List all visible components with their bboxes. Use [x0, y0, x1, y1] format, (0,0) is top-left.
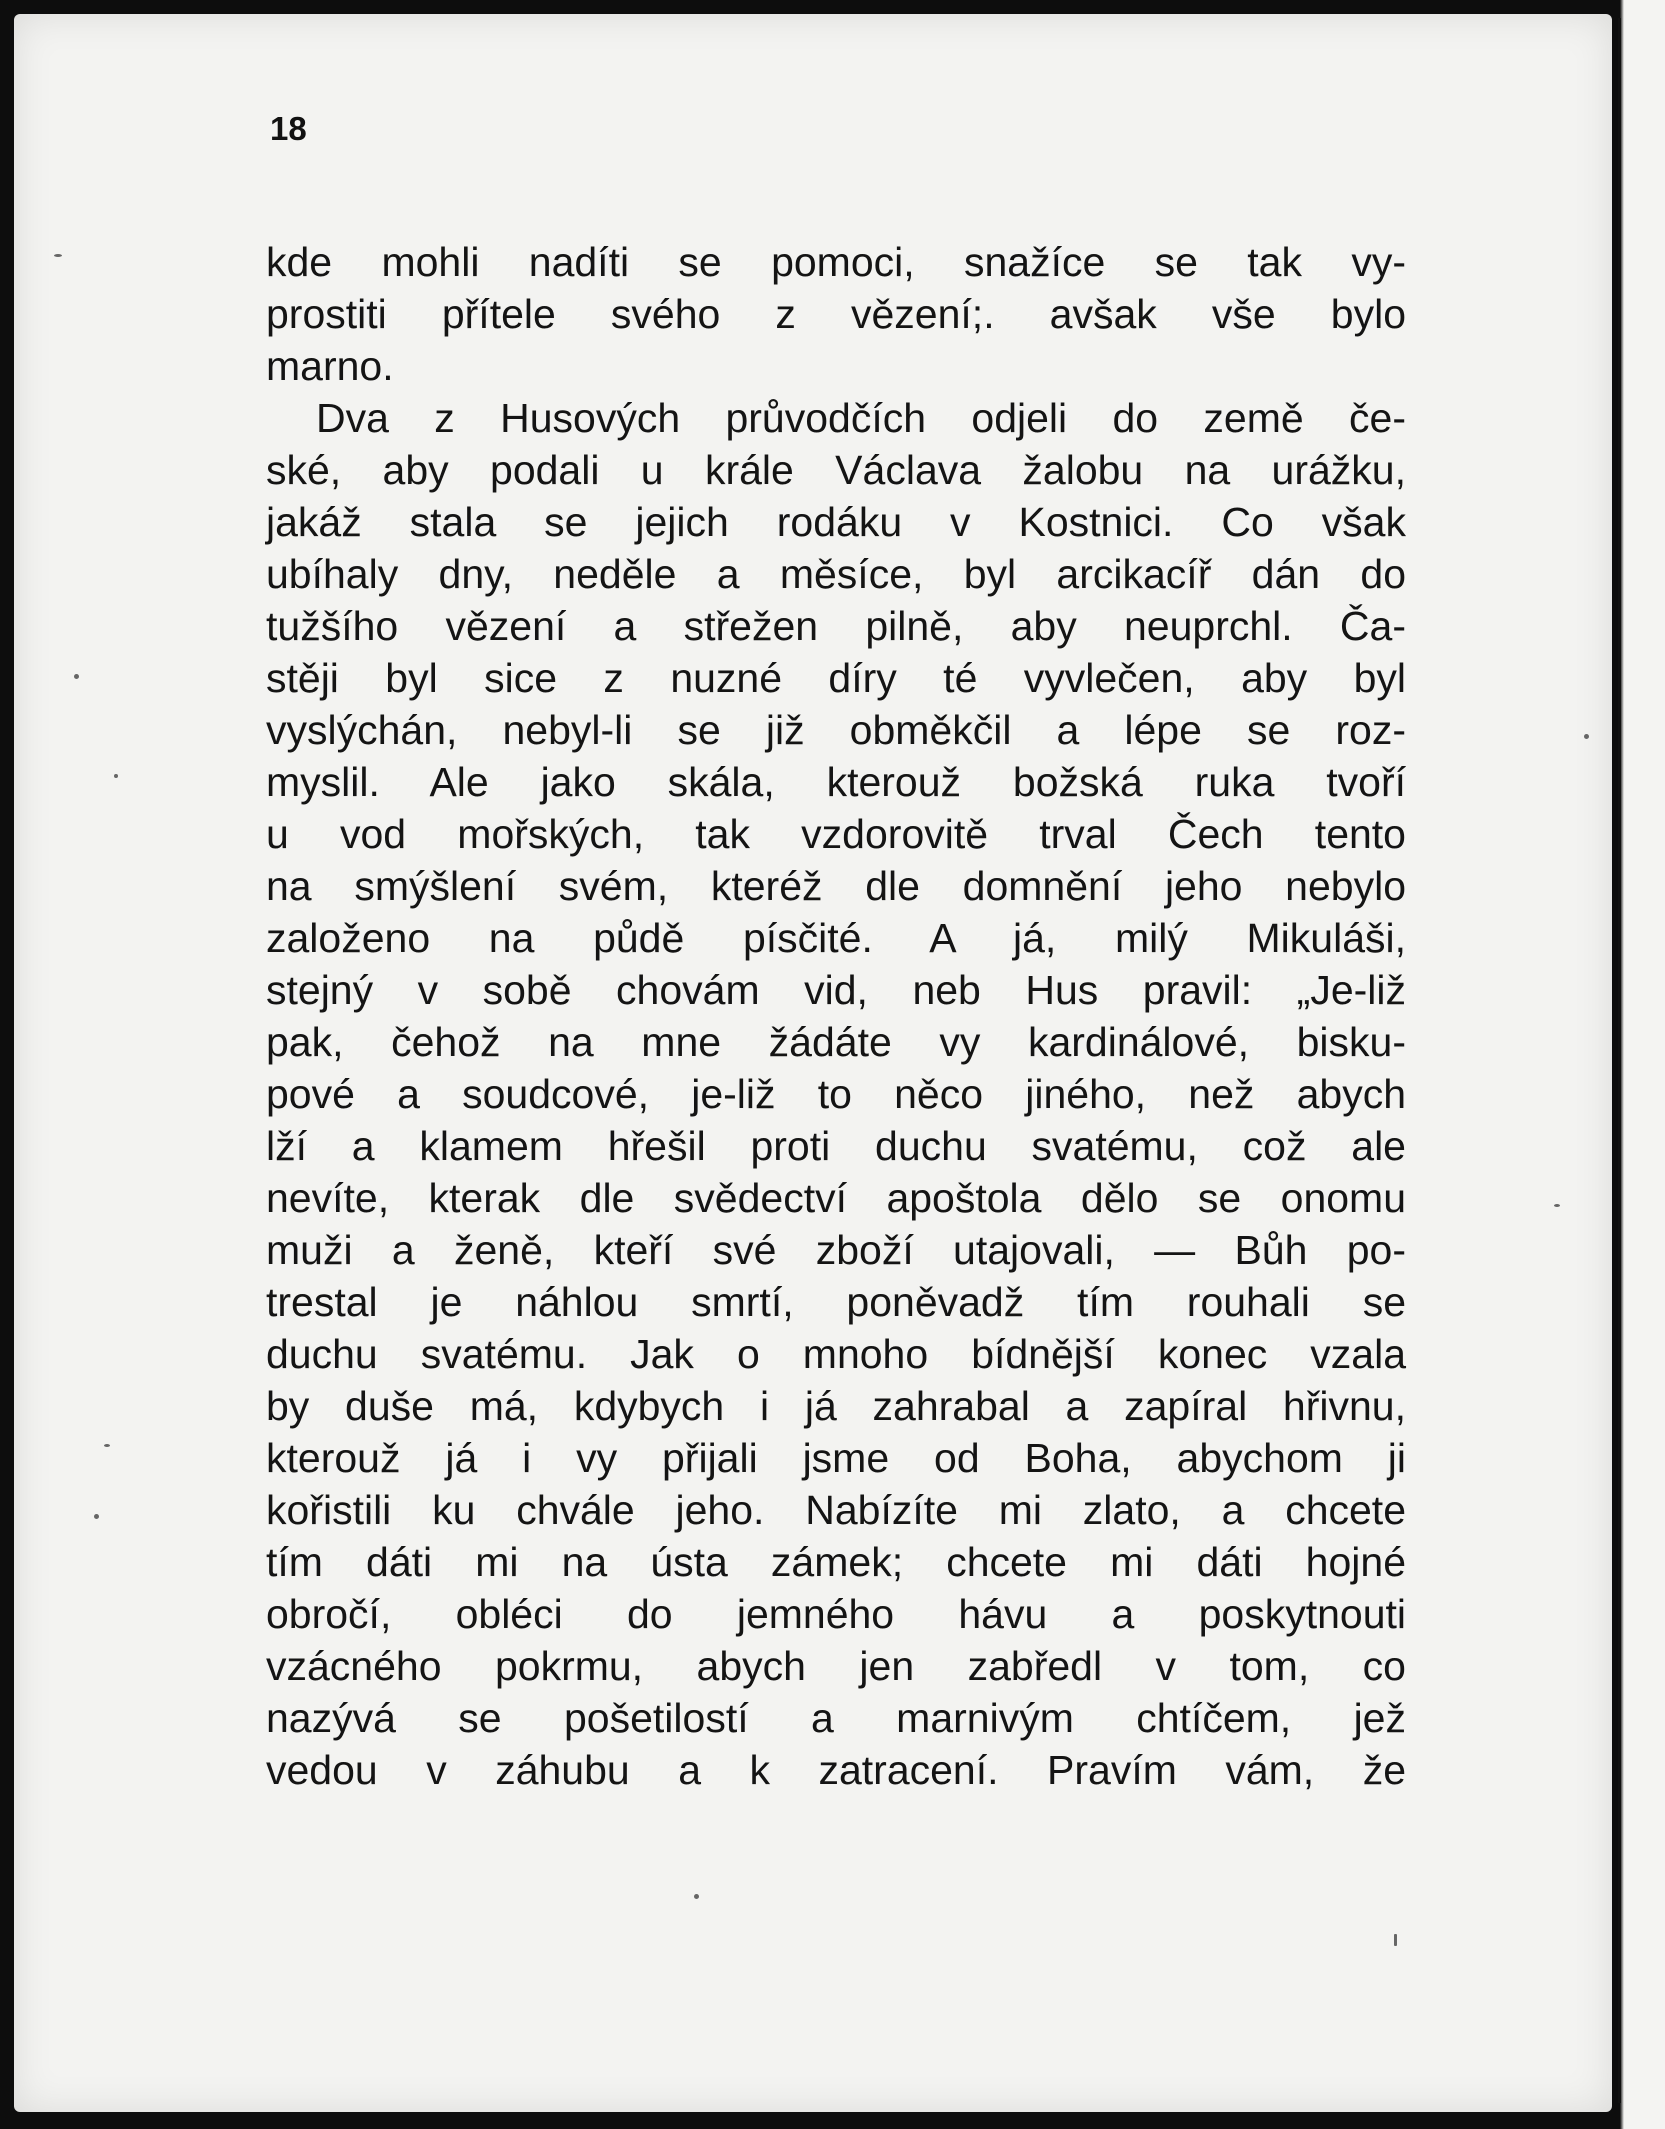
text-line: tím dáti mi na ústa zámek; chcete mi dáti hojné [266, 1539, 1406, 1585]
page-number: 18 [270, 110, 307, 147]
text-line: vyslýchán, nebyl-li se již obměkčil a lépe se roz- [266, 707, 1406, 753]
text-line: pové a soudcové, je-liž to něco jiného, než abych [266, 1071, 1406, 1117]
scan-speck [114, 774, 118, 778]
text-line: u vod mořských, tak vzdorovitě trval Čech tento [266, 811, 1406, 857]
text-line: lží a klamem hřešil proti duchu svatému, což ale [266, 1123, 1406, 1169]
text-line: kde mohli nadíti se pomoci, snažíce se tak vy- [266, 239, 1406, 285]
text-line: jakáž stala se jejich rodáku v Kostnici. Co však [266, 499, 1406, 545]
text-line: ubíhaly dny, neděle a měsíce, byl arcikacíř dán do [266, 551, 1406, 597]
scan-speck [54, 254, 62, 257]
text-line: na smýšlení svém, kteréž dle domnění jeho nebylo [266, 863, 1406, 909]
text-line: nevíte, kterak dle svědectví apoštola dělo se onomu [266, 1175, 1406, 1221]
text-line: myslil. Ale jako skála, kterouž božská ruka tvoří [266, 759, 1406, 805]
scan-speck [1554, 1204, 1560, 1207]
text-line: ské, aby podali u krále Václava žalobu na urážku, [266, 447, 1406, 493]
text-line: stejný v sobě chovám vid, neb Hus pravil: „Je-liž [266, 967, 1406, 1013]
text-line: duchu svatému. Jak o mnoho bídnější konec vzala [266, 1331, 1406, 1377]
scan-speck [104, 1444, 110, 1447]
text-line: by duše má, kdybych i já zahrabal a zapíral hřivnu, [266, 1383, 1406, 1429]
text-line: nazývá se pošetilostí a marnivým chtíčem, jež [266, 1695, 1406, 1741]
scan-speck [1584, 734, 1589, 739]
text-line: vzácného pokrmu, abych jen zabředl v tom, co [266, 1643, 1406, 1689]
scan-speck [694, 1894, 699, 1899]
text-line: muži a ženě, kteří své zboží utajovali, — Bůh po- [266, 1227, 1406, 1273]
text-line: vedou v záhubu a k zatracení. Pravím vám, že [266, 1747, 1406, 1793]
page-edge-line [1618, 18, 1621, 2103]
scan-speck [94, 1514, 99, 1519]
text-line: kořistili ku chvále jeho. Nabízíte mi zlato, a chcete [266, 1487, 1406, 1533]
body-text [266, 236, 1406, 1796]
text-line: obročí, obléci do jemného hávu a poskytnouti [266, 1591, 1406, 1637]
text-line: založeno na půdě písčité. A já, milý Mikuláši, [266, 915, 1406, 961]
text-line: trestal je náhlou smrtí, poněvadž tím rouhali se [266, 1279, 1406, 1325]
scan-speck [1394, 1934, 1397, 1946]
text-line: pak, čehož na mne žádáte vy kardinálové, bisku- [266, 1019, 1406, 1065]
text-line: Dva z Husových průvodčích odjeli do země če- [316, 395, 1406, 441]
scan-speck [74, 674, 79, 679]
text-line: stěji byl sice z nuzné díry té vyvlečen, aby byl [266, 655, 1406, 701]
text-line: tužšího vězení a střežen pilně, aby neuprchl. Ča- [266, 603, 1406, 649]
text-line: kterouž já i vy přijali jsme od Boha, abychom ji [266, 1435, 1406, 1481]
text-line: prostiti přítele svého z vězení;. avšak vše bylo [266, 291, 1406, 337]
text-line: marno. [266, 343, 394, 389]
